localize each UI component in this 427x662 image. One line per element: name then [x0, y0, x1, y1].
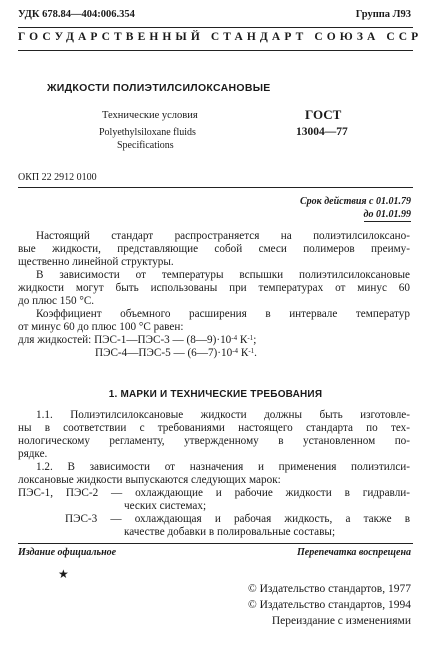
document-subtitle: Технические условия	[102, 110, 198, 121]
text-line: В зависимости от температуры вспышки полиэтилсилоксановые	[36, 269, 410, 281]
official-edition: Издание официальное	[18, 547, 117, 558]
text-line: локсановые жидкости выпускаются следующих марок:	[18, 474, 281, 486]
reissue-note: Переиздание с изменениями	[271, 615, 411, 627]
text-line: от минус 60 до плюс 100 °С равен:	[18, 321, 184, 333]
validity-from: Срок действия с 01.01.79	[299, 196, 411, 207]
text-line: качестве добавки в полировальные составы;	[124, 526, 336, 538]
gost-number: 13004—77	[296, 126, 348, 138]
udk-code: УДК 678.84—404:006.354	[18, 9, 135, 20]
text-line: нологическому регламенту, утвержденному в установленном по-	[18, 435, 410, 447]
text-line: Коэффициент объемного расширения в интервале температур	[36, 308, 410, 320]
text-line: ческих системах;	[124, 500, 207, 512]
text-line: щественно линейной структуры.	[18, 256, 174, 268]
text-line: ПЭС-1, ПЭС-2 — охлаждающие и рабочие жидкости в гидравли-	[18, 487, 410, 499]
standard-banner: ГОСУДАРСТВЕННЫЙ СТАНДАРТ СОЮЗА ССР	[18, 31, 423, 43]
text-line: 1.2. В зависимости от назначения и применения полиэтилси-	[36, 461, 410, 473]
document-title: ЖИДКОСТИ ПОЛИЭТИЛСИЛОКСАНОВЫЕ	[47, 82, 271, 94]
paragraph-1-1	[18, 409, 410, 461]
text-line: Настоящий стандарт распространяется на полиэтилсилоксано-	[36, 230, 410, 242]
formula-end: .	[254, 347, 257, 359]
paragraph-1-2	[18, 461, 410, 539]
formula-exponent: -4	[232, 347, 239, 355]
star-icon: ★	[58, 567, 69, 581]
header-rule-bottom	[18, 50, 413, 51]
text-line: жидкости могут быть использованы при температурах от минус 60	[18, 282, 410, 294]
intro-paragraph-1	[18, 230, 410, 269]
formula-unit: К	[238, 347, 249, 359]
okp-rule	[18, 187, 413, 188]
text-line: ны в соответствии с требованиями настоящего стандарта по тех-	[18, 422, 410, 434]
footer-rule	[18, 543, 413, 544]
text-line: ПЭС-3 — охлаждающая и рабочая жидкость, а также в	[65, 513, 410, 525]
english-title: Polyethylsiloxane fluids	[99, 127, 196, 138]
copyright-1977: © Издательство стандартов, 1977	[247, 583, 411, 595]
formula-text: ПЭС-4—ПЭС-5 — (6—7)·10	[95, 347, 233, 359]
formula-end: ;	[253, 334, 257, 346]
intro-paragraph-2	[18, 269, 410, 308]
validity-to: до 01.01.99	[363, 209, 411, 220]
formula-exponent: -4	[231, 334, 238, 342]
text-line: вые жидкости, представляющие собой смеси полимеров преиму-	[18, 243, 410, 255]
reprint-notice: Перепечатка воспрещена	[297, 547, 411, 558]
formula-line-1	[18, 334, 410, 347]
group-code: Группа Л93	[355, 9, 411, 20]
text-line: рядке.	[18, 448, 48, 460]
okp-code: ОКП 22 2912 0100	[18, 172, 97, 183]
section-heading: 1. МАРКИ И ТЕХНИЧЕСКИЕ ТРЕБОВАНИЯ	[108, 389, 323, 400]
gost-label: ГОСТ	[305, 107, 342, 122]
text-line: 1.1. Полиэтилсилоксановые жидкости должны быть изготовле-	[36, 409, 410, 421]
formula-unit-exponent: -1	[248, 347, 255, 355]
copyright-1994: © Издательство стандартов, 1994	[247, 599, 411, 611]
text-line: до плюс 150 °С.	[18, 295, 95, 307]
formula-unit-exponent: -1	[247, 334, 254, 342]
formula-line-2	[18, 347, 410, 360]
formula-unit: К	[237, 334, 248, 346]
header-rule-top	[18, 27, 413, 28]
formula-text: для жидкостей: ПЭС-1—ПЭС-3 — (8—9)·10	[18, 334, 232, 346]
english-subtitle: Specifications	[117, 140, 174, 151]
intro-paragraph-3	[18, 308, 410, 360]
